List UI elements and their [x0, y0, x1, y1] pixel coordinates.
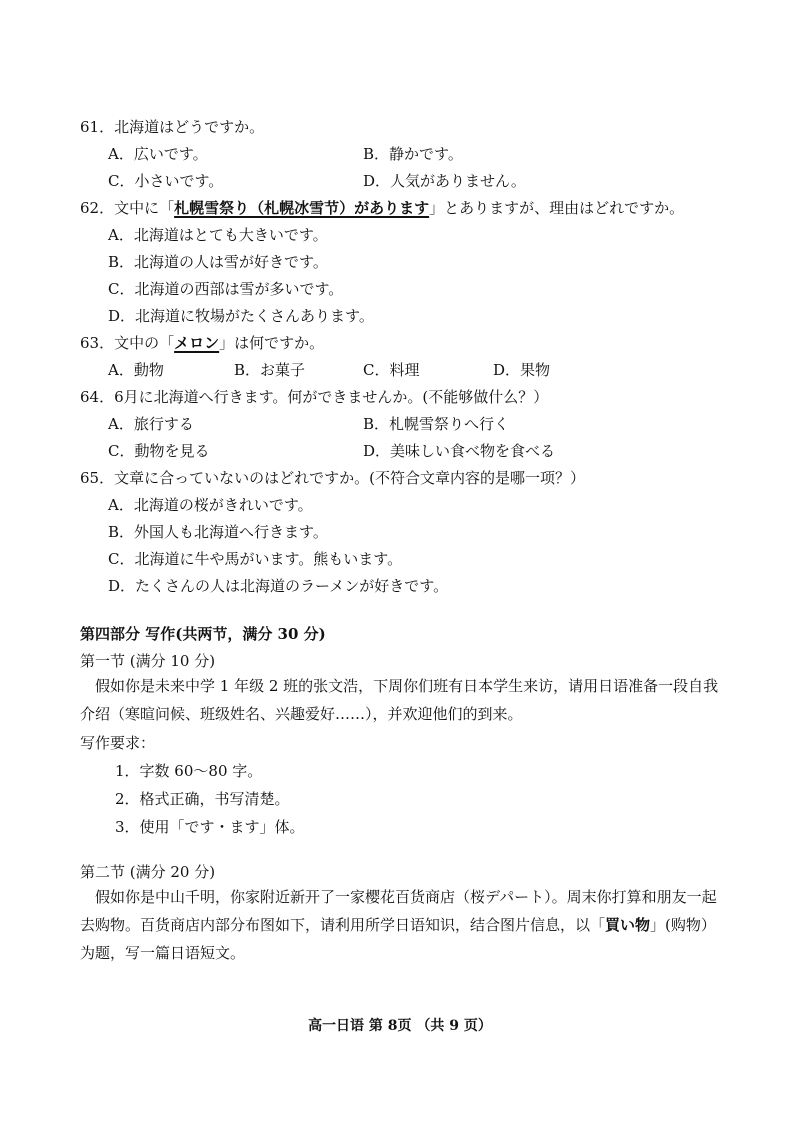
q65-option-d: D．たくさんの人は北海道のラーメンが好きです。 — [108, 577, 449, 595]
requirement-2: 2．格式正确，书写清楚。 — [115, 790, 290, 808]
q63-option-c: C．料理 — [363, 361, 420, 379]
q64-option-d: D．美味しい食べ物を食べる — [363, 442, 556, 460]
part4-heading: 第四部分 写作(共两节，满分 30 分) — [80, 625, 326, 643]
q62-quote: 札幌雪祭り（札幌冰雪节）があります — [174, 199, 430, 217]
q62-option-c: C．北海道の西部は雪が多いです。 — [108, 280, 344, 298]
q62-option-b: B．北海道の人は雪が好きです。 — [108, 253, 328, 271]
section2-prompt — [80, 883, 720, 967]
q63-option-a: A．動物 — [108, 361, 164, 379]
question-61: 61．北海道はどうですか。 — [80, 118, 265, 136]
question-63 — [80, 333, 324, 353]
q62-option-a: A．北海道はとても大きいです。 — [108, 226, 328, 244]
q61-option-c: C．小さいです。 — [108, 172, 224, 190]
q65-option-c: C．北海道に牛や馬がいます。熊もいます。 — [108, 550, 403, 568]
section2-text-b: 」(购物）为题，写一篇日语短文。 — [80, 916, 716, 962]
q64-option-b: B．札幌雪祭りへ行く — [363, 415, 510, 433]
q63-quote: メロン — [174, 334, 220, 352]
q63-option-b: B．お菓子 — [234, 361, 306, 379]
q62-stem-post: 」とありますが、理由はどれですか。 — [429, 199, 685, 217]
q64-option-a: A．旅行する — [108, 415, 194, 433]
page-footer: 高一日语 第 8页 （共 9 页） — [308, 1018, 492, 1034]
question-62 — [80, 198, 684, 218]
q65-option-b: B．外国人も北海道へ行きます。 — [108, 523, 328, 541]
q62-option-d: D．北海道に牧場がたくさんあります。 — [108, 307, 374, 325]
q61-option-d: D．人気がありません。 — [363, 172, 526, 190]
q64-option-c: C．動物を見る — [108, 442, 210, 460]
q61-option-b: B．静かです。 — [363, 145, 463, 163]
q65-option-a: A．北海道の桜がきれいです。 — [108, 496, 313, 514]
question-64: 64．6月に北海道へ行きます。何ができませんか。(不能够做什么？） — [80, 388, 549, 406]
section1-heading: 第一节 (满分 10 分) — [80, 652, 216, 670]
requirement-1: 1．字数 60～80 字。 — [115, 762, 263, 780]
section2-text-a: 假如你是中山千明，你家附近新开了一家樱花百货商店（桜デパート）。周末你打算和朋友一起去购物。百货商店内部分布图如下，请利用所学日语知识，结合图片信息，以「 — [80, 888, 717, 934]
q61-option-a: A．広いです。 — [108, 145, 208, 163]
q63-stem-post: 」は何ですか。 — [219, 334, 325, 352]
section1-prompt: 假如你是未来中学 1 年级 2 班的张文浩，下周你们班有日本学生来访，请用日语准备一段自我介绍（寒暄问候、班级姓名、兴趣爱好……），并欢迎他们的到来。 — [80, 677, 719, 723]
question-65: 65．文章に合っていないのはどれですか。(不符合文章内容的是哪一项？） — [80, 469, 585, 487]
requirement-3: 3．使用「です・ます」体。 — [115, 818, 305, 836]
section2-heading: 第二节 (满分 20 分) — [80, 863, 216, 881]
section2-essay-title: 買い物 — [605, 916, 651, 934]
q63-stem-pre: 63．文中の「 — [80, 334, 175, 352]
requirements-heading: 写作要求： — [80, 734, 156, 752]
q63-option-d: D．果物 — [493, 361, 551, 379]
q62-stem-pre: 62．文中に「 — [80, 199, 175, 217]
